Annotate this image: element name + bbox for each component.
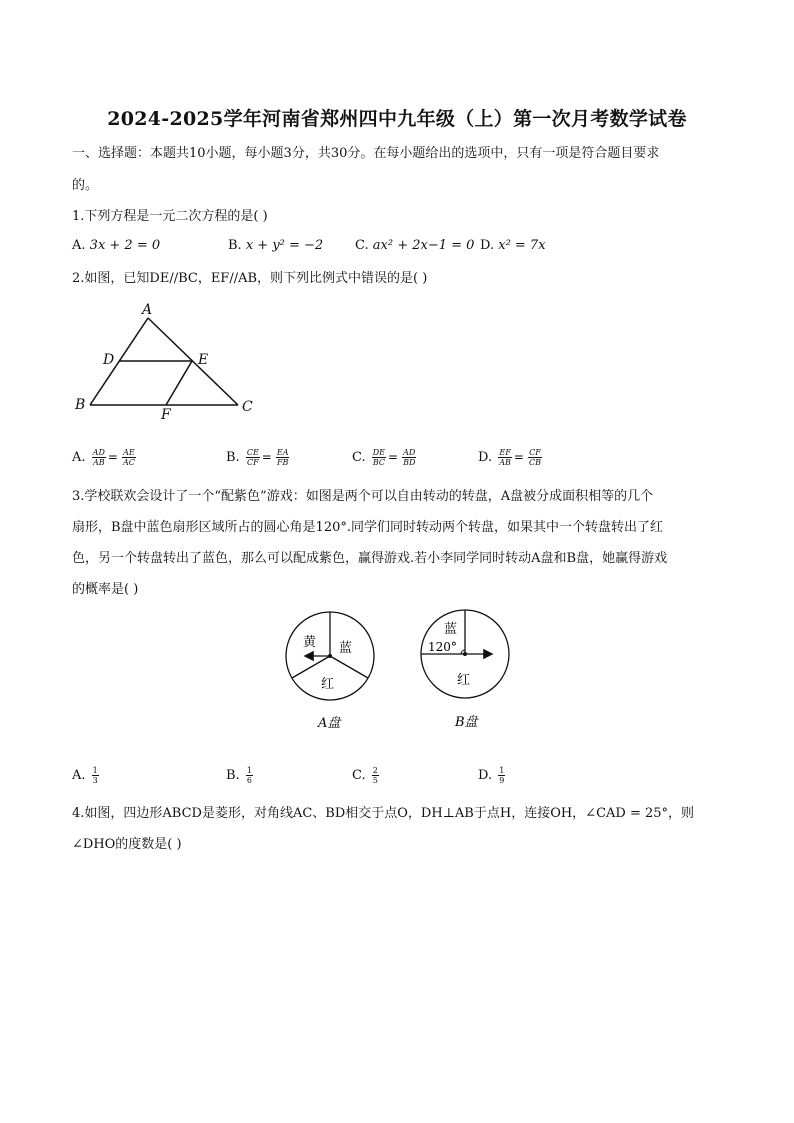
spinner-a-caption: A盘 [318,716,341,731]
q1-option-c-label: C. [355,238,369,253]
q1-option-a [72,238,160,253]
q1-option-c [355,238,474,253]
spinner-b-blue-label: 蓝 [444,622,458,637]
denominator: 6 [246,776,252,785]
spinner-a-red-label: 红 [321,677,335,692]
q3-option-b-label: B. [226,768,240,783]
numerator: DE [372,448,386,457]
q2-option-c: C. $\frac{DE}{BC}$ = $\frac{AD}{BD}$ [352,448,416,467]
fraction [498,766,505,785]
denominator: CF [246,458,259,467]
q3-option-d [478,766,505,785]
q1-option-a-label: A. [72,238,86,253]
q1-option-b [228,238,323,253]
fraction [122,448,136,467]
label-f: F [161,407,171,423]
q1-stem: 1.下列方程是一元二次方程的是( ) [72,209,268,224]
q1-option-d-expr: x² = 7x [498,238,546,253]
q2-option-c-label: C. [352,450,366,465]
q2-option-d: D. $\frac{EF}{AB}$ = $\frac{CF}{CB}$ [478,448,541,467]
q2-option-a-label: A. [72,450,86,465]
denominator: FB [276,458,289,467]
q3-option-a-label: A. [72,768,86,783]
label-c: C [242,399,253,415]
section-instructions: 一、选择题：本题共10小题，每小题3分，共30分。在每小题给出的选项中，只有一项是符合题目要求 [72,146,660,161]
q3-spinner-figure [280,600,520,740]
numerator: AE [123,448,135,457]
denominator: BD [403,458,416,467]
page-title: 2024-2025学年河南省郑州四中九年级（上）第一次月考数学试卷 [107,108,687,130]
spinner-a-divider [330,656,368,678]
q1-option-b-expr: x + y² = −2 [245,238,324,253]
fraction [372,766,379,785]
q2-triangle-figure [70,298,270,428]
denominator: BC [372,458,385,467]
q1-option-b-label: B. [228,238,242,253]
label-b: B [75,397,86,413]
spinner-a-yellow-label: 黄 [303,635,317,650]
fraction [498,448,512,467]
section-instructions-cont: 的。 [72,178,99,193]
spinner-b-caption: B盘 [455,715,478,730]
fraction [92,766,99,785]
fraction [402,448,416,467]
fraction [246,766,253,785]
numerator: CE [246,448,259,457]
q1-option-c-expr: ax² + 2x−1 = 0 [372,238,475,253]
denominator: AB [92,458,105,467]
q2-stem: 2.如图，已知DE//BC，EF//AB，则下列比例式中错误的是( ) [72,271,428,286]
spinner-b-angle-label: 120° [428,640,457,654]
denominator: 5 [372,776,378,785]
spinner-a-divider [292,656,330,678]
q3-option-a [72,766,99,785]
numerator: AD [92,448,105,457]
q3-stem-line2: 扇形，B盘中蓝色扇形区域所占的圆心角是120°.同学们同时转动两个转盘，如果其中一个转盘转出了红 [72,520,663,535]
spinner-b-pivot [463,652,467,656]
q2-option-b: B. $\frac{CE}{CF}$ = $\frac{EA}{FB}$ [226,448,289,467]
spinner-b [421,610,509,730]
q1-option-d-label: D. [480,238,495,253]
fraction [372,448,386,467]
spinner-b-red-label: 红 [457,673,471,688]
q3-option-d-label: D. [478,768,493,783]
fraction [92,448,106,467]
q3-option-c [352,766,379,785]
label-e: E [198,352,209,368]
q3-option-b [226,766,253,785]
numerator: 2 [372,766,378,775]
q4-stem-line2: ∠DHO的度数是( ) [72,837,182,852]
label-d: D [103,352,115,368]
spinner-a-blue-label: 蓝 [339,641,353,656]
fraction [528,448,542,467]
q3-stem-line3: 色，另一个转盘转出了蓝色，那么可以配成紫色，赢得游戏.若小李同学同时转动A盘和B盘，她赢得游戏 [72,551,668,566]
spinner-a-pivot [328,654,332,658]
numerator: EF [499,448,511,457]
denominator: 3 [92,776,98,785]
numerator: 1 [499,766,505,775]
q3-option-c-label: C. [352,768,366,783]
numerator: AD [403,448,416,457]
q4-stem-line1: 4.如图，四边形ABCD是菱形，对角线AC、BD相交于点O，DH⊥AB于点H，连接OH，∠CAD = 25°，则 [72,806,695,821]
numerator: 1 [246,766,252,775]
q3-stem-line4: 的概率是( ) [72,582,139,597]
numerator: 1 [92,766,98,775]
denominator: AB [499,458,511,467]
segment-ef [166,361,192,405]
spinner-a [286,612,374,731]
label-a: A [142,302,153,318]
denominator: 9 [499,776,505,785]
denominator: AC [122,458,135,467]
q1-option-d [480,238,546,253]
q2-option-b-label: B. [226,450,240,465]
q2-option-a: A. $\frac{AD}{AB}$ = $\frac{AE}{AC}$ [72,448,135,467]
numerator: EA [276,448,289,457]
q3-stem-line1: 3.学校联欢会设计了一个“配紫色”游戏：如图是两个可以自由转动的转盘，A盘被分成面积相等的几个 [72,489,654,504]
q2-option-d-label: D. [478,450,493,465]
fraction [276,448,290,467]
numerator: CF [529,448,541,457]
denominator: CB [528,458,541,467]
q1-option-a-expr: 3x + 2 = 0 [89,238,161,253]
fraction [246,448,260,467]
